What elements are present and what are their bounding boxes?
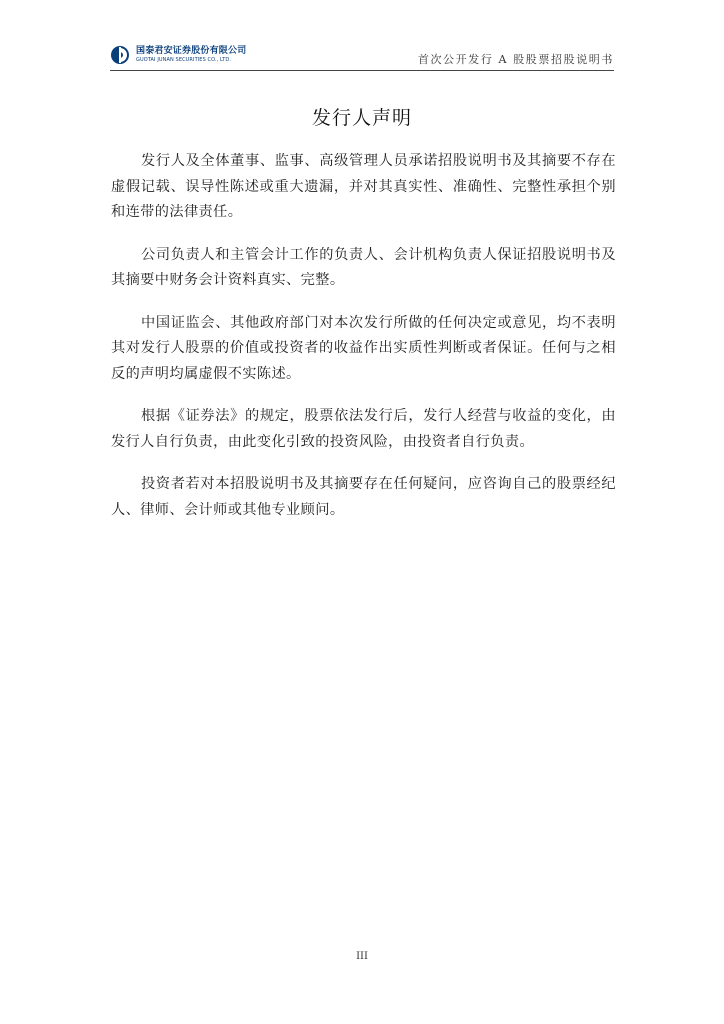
paragraph: 根据《证券法》的规定，股票依法发行后，发行人经营与收益的变化，由发行人自行负责，由此变化引致的投资风险，由投资者自行负责。 (111, 408, 616, 450)
paragraph: 中国证监会、其他政府部门对本次发行所做的任何决定或意见，均不表明其对发行人股票的价值或投资者的收益作出实质性判断或者保证。任何与之相反的声明均属虚假不实陈述。 (111, 314, 616, 382)
header-divider (110, 70, 614, 71)
logo-text (136, 47, 246, 63)
paragraph: 公司负责人和主管会计工作的负责人、会计机构负责人保证招股说明书及其摘要中财务会计资料真实、完整。 (111, 246, 616, 288)
paragraph: 发行人及全体董事、监事、高级管理人员承诺招股说明书及其摘要不存在虚假记载、误导性陈述或重大遗漏，并对其真实性、准确性、完整性承担个别和连带的法律责任。 (111, 153, 616, 220)
declaration-body (111, 149, 616, 540)
page-number: III (356, 951, 368, 962)
company-logo (110, 45, 246, 65)
document-title: 首次公开发行 A 股股票招股说明书 (417, 53, 614, 66)
company-logo-icon (110, 45, 130, 65)
logo-company-name-cn: 国泰君安证券股份有限公司 (136, 46, 247, 56)
page-title: 发行人声明 (311, 107, 412, 129)
page-header (0, 0, 724, 72)
logo-company-name-en: GUOTAI JUNAN SECURITIES CO., LTD. (136, 57, 232, 63)
paragraph: 投资者若对本招股说明书及其摘要存在任何疑问，应咨询自己的股票经纪人、律师、会计师或其他专业顾问。 (111, 476, 616, 518)
